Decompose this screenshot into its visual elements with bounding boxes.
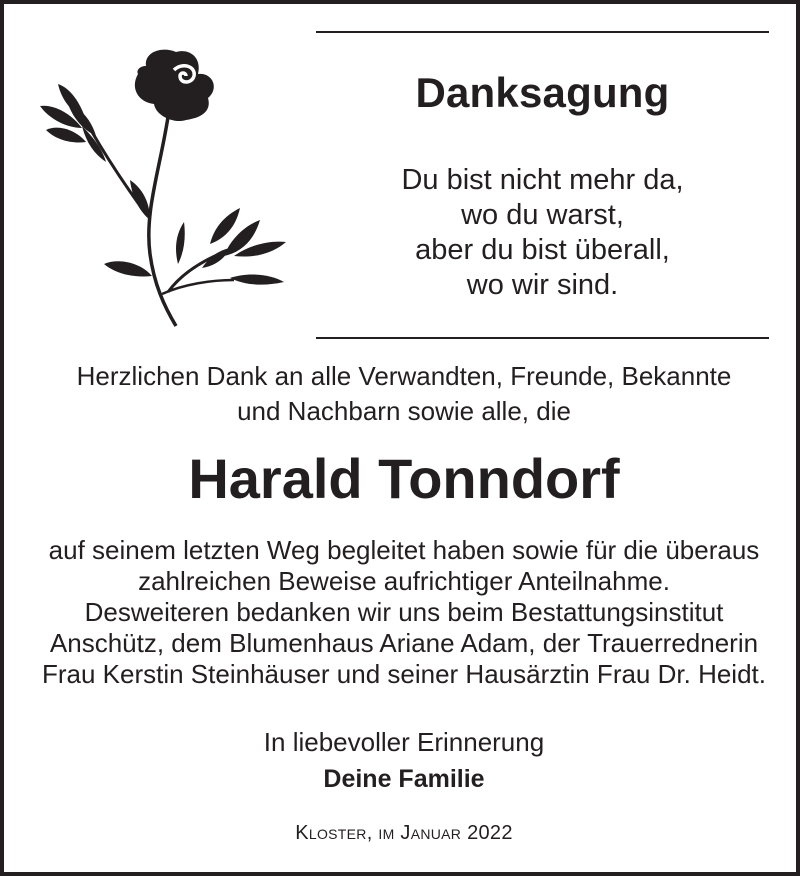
flower-icon [34, 44, 294, 334]
intro-line: Herzlichen Dank an alle Verwandten, Freunde, Bekannte [76, 361, 732, 391]
deceased-name: Harald Tonndorf [188, 447, 620, 510]
heading: Danksagung [415, 69, 670, 116]
bottom-rule [316, 337, 769, 339]
poem-line: wo du warst, [461, 199, 624, 231]
poem-line: aber du bist überall, [415, 234, 670, 266]
body-line: Frau Kerstin Steinhäuser und seiner Hausärztin Frau Dr. Heidt. [41, 659, 766, 689]
body-line: Desweiteren bedanken wir uns beim Bestattungsinstitut [84, 597, 724, 627]
top-rule [316, 31, 769, 33]
poem [316, 163, 769, 303]
body-line: Anschütz, dem Blumenhaus Ariane Adam, der Trauerrednerin [49, 628, 759, 658]
body-line: auf seinem letzten Weg begleitet haben sowie für die überaus [48, 535, 760, 565]
signature: Deine Familie [323, 765, 485, 793]
body-line: zahlreichen Beweise aufrichtiger Anteilnahme. [138, 566, 670, 596]
closing-text: In liebevoller Erinnerung [263, 727, 545, 757]
poem-line: Du bist nicht mehr da, [401, 164, 684, 196]
poem-line: wo wir sind. [466, 269, 619, 301]
intro-text [14, 359, 794, 429]
place-date: Kloster, im Januar 2022 [295, 822, 513, 844]
intro-line: und Nachbarn sowie alle, die [237, 396, 571, 426]
body-text [14, 535, 794, 690]
